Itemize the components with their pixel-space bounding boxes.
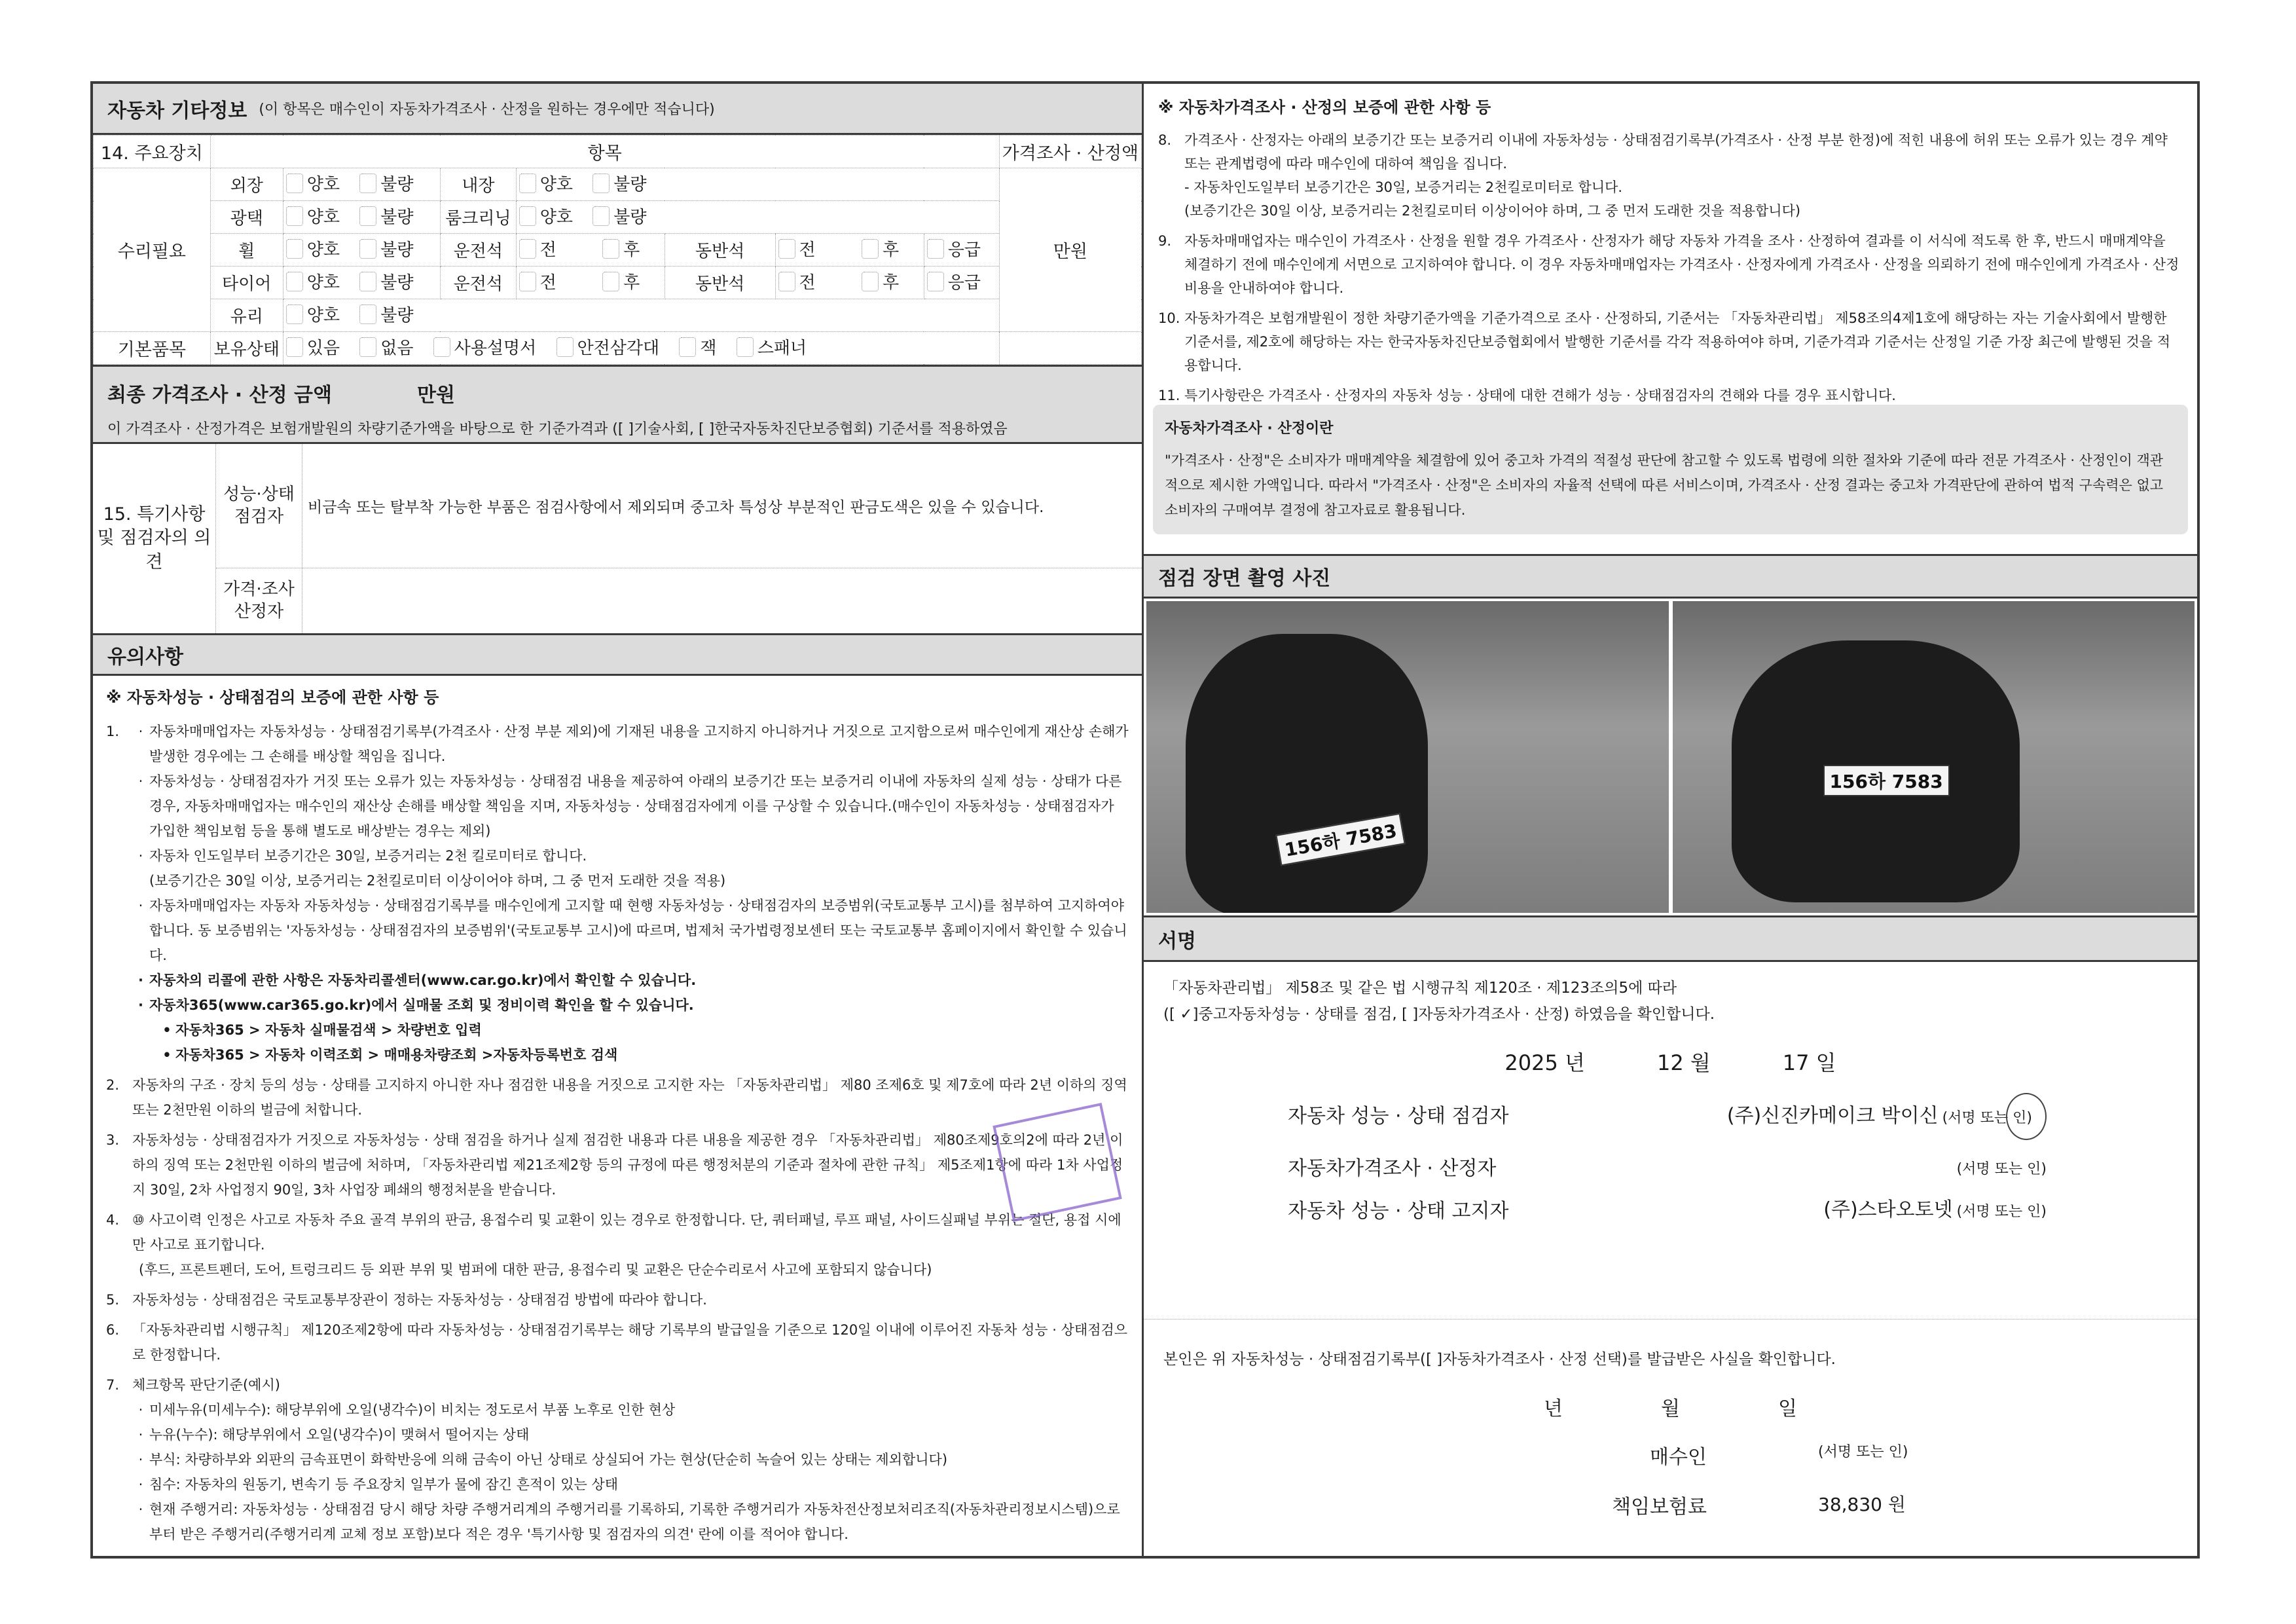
notice-number: 2. <box>106 1077 120 1093</box>
checkbox[interactable] <box>286 304 303 324</box>
sign-year: 2025 년 <box>1504 1050 1585 1076</box>
tire-passenger-label: 동반석 <box>665 267 775 299</box>
col-item: 항목 <box>210 136 999 168</box>
notice-bullet: 자동차매매업자는 자동차 자동차성능 · 상태점검기록부를 매수인에게 고지할 때 현행 자동차성능 · 상태점검자의 보증범위(국토교통부 고시)를 첨부하여 고지하여야 합니다. 동 보증범위는 '자동차성능 · 상태점검자의 보증범위'(국토교통부 고시)에 따르며, 법제처 국가법령정보센터 또는 국토교통부 홈페이지에서 확인할 수 있습니다. <box>149 898 1127 963</box>
price-note-8 <box>1158 128 2183 223</box>
check-mark-icon: ✓ <box>1180 1006 1193 1024</box>
option-label: 양호 <box>306 208 340 228</box>
notice-number: 4. <box>106 1212 120 1228</box>
option-label: 전 <box>539 240 556 261</box>
insurance-label: 책임보험료 <box>1612 1496 1707 1519</box>
note-number: 10. <box>1158 310 1180 326</box>
exterior-options <box>283 168 440 201</box>
option-label: 잭 <box>700 339 717 359</box>
col-price: 가격조사 · 산정액 <box>999 136 1141 168</box>
photos-header <box>1144 554 2197 599</box>
note-number: 8. <box>1158 132 1172 148</box>
appraiser-label: 가격·조사 산정자 <box>216 568 302 633</box>
buyer-date <box>1163 1392 2178 1421</box>
basic-items-label: 기본품목 <box>94 332 211 365</box>
checkbox[interactable] <box>286 272 303 291</box>
wheel-emergency-option <box>924 234 999 267</box>
notifier-name: (주)스타오토넷 <box>1823 1198 1953 1222</box>
appraiser-role: 자동차가격조사 · 산정자 <box>1288 1156 1497 1180</box>
checkbox[interactable] <box>359 174 376 193</box>
checkbox[interactable] <box>778 272 795 291</box>
option-label: 양호 <box>539 175 573 195</box>
option-label: 없음 <box>380 339 414 359</box>
basic-items-options <box>283 332 999 365</box>
insurance-value: 38,830 원 <box>1818 1494 1906 1515</box>
option-label: 불량 <box>380 208 414 228</box>
possession-status-label: 보유상태 <box>210 332 283 365</box>
buyer-label: 매수인 <box>1650 1446 1707 1469</box>
notice-text: 자동차성능 · 상태점검자가 거짓으로 자동차성능 · 상태 점검을 하거나 실제 점검한 내용과 다른 내용을 제공한 경우 「자동차관리법」 제80조제9호의2에 따라 2년 이하의 징역 또는 2천만원 이하의 벌금에 처하며, 「자동차관리법 제21조제2항 등의 규정에 따른 행정처분의 기준과 절차에 관한 규칙」 제5조제1항에 따라 1차 사업정지 30일, 2차 사업정지 90일, 3차 사업장 폐쇄의 행정처분을 받습니다. <box>132 1132 1123 1198</box>
checkbox[interactable] <box>862 272 879 291</box>
note-sub: - 자동차인도일부터 보증기간은 30일, 보증거리는 2천킬로미터로 합니다. <box>1184 179 1623 195</box>
buyer-day: 일 <box>1777 1397 1797 1420</box>
checkbox[interactable] <box>862 239 879 259</box>
final-price-section <box>93 367 1142 444</box>
final-price-unit: 만원 <box>416 384 455 407</box>
option-label: 응급 <box>947 273 981 293</box>
basic-price-cell <box>999 332 1141 365</box>
checkbox[interactable] <box>592 206 610 226</box>
notice-item-4 <box>106 1208 1129 1282</box>
checkbox[interactable] <box>602 272 619 291</box>
checkbox[interactable] <box>359 337 376 357</box>
company-seal-icon <box>2006 1093 2047 1140</box>
signature-title: 서명 <box>1158 929 1196 953</box>
checkbox[interactable] <box>927 272 944 291</box>
option-label: 후 <box>882 273 900 293</box>
checkbox[interactable] <box>359 304 376 324</box>
right-column <box>1144 84 2197 1556</box>
gloss-options <box>283 201 440 234</box>
option-label: 안전삼각대 <box>577 339 660 359</box>
law-basis: 「자동차관리법」 제58조 및 같은 법 시행규칙 제120조 · 제123조의5에 따라 <box>1163 980 1677 997</box>
other-info-header <box>93 84 1142 135</box>
notices-title: 유의사항 <box>107 645 183 669</box>
wheel-driver-label: 운전석 <box>440 234 516 267</box>
checkbox[interactable] <box>778 239 795 259</box>
notice-item-2 <box>106 1073 1129 1122</box>
item-room-cleaning: 룸크리닝 <box>440 201 516 234</box>
car365-notice: 자동차365(www.car365.go.kr)에서 실매물 조회 및 정비이력 확인을 할 수 있습니다. <box>149 997 694 1013</box>
checkbox[interactable] <box>519 206 536 226</box>
rear-photo <box>1673 601 2195 913</box>
notices-heading: ※ 자동차성능 · 상태점검의 보증에 관한 사항 등 <box>106 688 439 707</box>
option-label: 전 <box>539 273 556 293</box>
criteria-bullet: 침수: 자동차의 원동기, 변속기 등 주요장치 일부가 물에 잠긴 흔적이 있는 상태 <box>149 1477 619 1492</box>
notice-text: 자동차의 구조 · 장치 등의 성능 · 상태를 고지하지 아니한 자나 점검한 내용을 거짓으로 고지한 자는 「자동차관리법」 제80 조제6호 및 제7호에 따라 2년 이하의 징역 또는 2천만원 이하의 벌금에 처합니다. <box>132 1077 1127 1118</box>
other-info-title: 자동차 기타정보 <box>107 99 247 122</box>
checkbox[interactable] <box>519 239 536 259</box>
criteria-bullet: 부식: 차량하부와 외판의 금속표면이 화학반응에 의해 금속이 아닌 상태로 상실되어 가는 현상(단순히 녹슬어 있는 상태는 제외합니다) <box>149 1452 948 1467</box>
checkbox[interactable] <box>286 337 303 357</box>
option-label: 불량 <box>380 273 414 293</box>
notice-bullet: 자동차매매업자는 자동차성능 · 상태점검기록부(가격조사 · 산정 부분 제외)에 기재된 내용을 고지하지 아니하거나 거짓으로 고지함으로써 매수인에게 재산상 손해가 발생한 경우에는 그 손해를 배상할 책임을 집니다. <box>149 724 1129 764</box>
inspector-role: 자동차 성능 · 상태 점검자 <box>1288 1105 1509 1128</box>
buyer-sign-row <box>1163 1441 2178 1469</box>
price-warranty-notes <box>1144 84 2197 405</box>
criteria-bullet: 현재 주행거리: 자동차성능 · 상태점검 당시 해당 차량 주행거리계의 주행거리를 기록하되, 기록한 주행거리가 자동차전산정보처리조직(자동차관리정보시스템)으로부터 받은 주행거리(주행거리계 교체 정보 포함)보다 적은 경우 '특기사항 및 점검자의 의견' 란에 이를 적어야 합니다. <box>149 1502 1120 1542</box>
notice-text: 「자동차관리법 시행규칙」 제120조제2항에 따라 자동차성능 · 상태점검기록부는 해당 기록부의 발급일을 기준으로 120일 이내에 이루어진 자동차 성능 · 상태점검으로 한정합니다. <box>132 1322 1128 1363</box>
checkbox[interactable] <box>359 206 376 226</box>
notice-number: 6. <box>106 1322 120 1338</box>
buyer-statement: 본인은 위 자동차성능 · 상태점검기록부([ ]자동차가격조사 · 산정 선택)를 발급받은 사실을 확인합니다. <box>1163 1351 1836 1368</box>
inspection-record-page <box>90 81 2200 1559</box>
car365-path-1: 자동차365 > 자동차 실매물검색 > 차량번호 입력 <box>175 1022 482 1038</box>
col-major-device: 14. 주요장치 <box>94 136 211 168</box>
option-label: 양호 <box>306 240 340 261</box>
check-criteria-title: 체크항목 판단기준(예시) <box>132 1377 280 1393</box>
note-text: 자동차가격은 보험개발원이 정한 차량기준가액을 기준가격으로 조사 · 산정하되, 기준서는 「자동차관리법」 제58조의4제1호에 해당하는 자는 기술사회에서 발행한 기준서를, 제2호에 해당하는 자는 한국자동차진단보증협회에서 발행한 기준서를 각각 적용하여야 하며, 기준가격과 기준서는 산정일 기준 가장 최근에 발행된 것을 적용합니다. <box>1184 310 2171 373</box>
photos-title: 점검 장면 촬영 사진 <box>1158 567 1331 591</box>
checkbox[interactable] <box>927 239 944 259</box>
other-info-subtitle: (이 항목은 매수인이 자동차가격조사 · 산정을 원하는 경우에만 적습니다) <box>259 101 715 118</box>
front-license-plate: 156하 7583 <box>1275 813 1406 866</box>
criteria-bullet: 미세누유(미세누수): 해당부위에 오일(냉각수)이 비치는 정도로서 부품 노후로 인한 현상 <box>149 1402 676 1418</box>
option-label: 사용설명서 <box>454 339 537 359</box>
final-price-title: 최종 가격조사 · 산정 금액 <box>107 384 332 407</box>
notice-number: 3. <box>106 1132 120 1148</box>
wheel-options <box>283 234 440 267</box>
final-price-note: 이 가격조사 · 산정가격은 보험개발원의 차량기준가액을 바탕으로 한 기준가격과 ([ ]기술사회, [ ]한국자동차진단보증협회) 기준서를 적용하였음 <box>107 421 1008 437</box>
inspector-opinion-row <box>216 444 1142 568</box>
checkbox[interactable] <box>359 272 376 291</box>
note-text: 가격조사 · 산정자는 아래의 보증기간 또는 보증거리 이내에 자동차성능 · 상태점검기록부(가격조사 · 산정 부분 한정)에 적힌 내용에 허위 또는 오류가 있는 경우 계약 또는 관계법령에 따라 매수인에 대하여 책임을 집니다. <box>1184 132 2168 172</box>
checkbox[interactable] <box>602 239 619 259</box>
checkbox[interactable] <box>737 337 754 357</box>
notice-item-7: 7. 체크항목 판단기준(예시) · 미세누유(미세누수): 해당부위에 오일(냉각수)이 비치는 정도로서 부품 노후로 인한 현상 · 누유(누수): 해당부위에서 오일(냉각수)이 맺혀서 떨어지는 상태 · 부식: 차량하부와 외판의 금속표면이 화학반응에 의해 금속이 아닌 상태로 상실되어 가는 현상(단순히 녹슬어 있는 상태는 제외합니다) · 침수: 자동차의 원동기, 변속기 등 주요장치 일부가 물에 잠긴 흔적이 있는 상태 · 현재 주행거리: 자동차성능 · 상태점검 당시 해당 차량 주행거리계의 주행거리를 기록하되, 기록한 주행거리가 자동차전산정보처리조직(자동차관리정보시스템)으로부터 받은 주행거리(주행거리계 교체 정보 포함)보다 적은 경우 '특기사항 및 점검자의 의견' 란에 이를 적어야 합니다. <box>106 1373 1129 1547</box>
repair-needed-label: 수리필요 <box>94 168 211 332</box>
note-text: 자동차매매업자는 매수인이 가격조사 · 산정을 원할 경우 가격조사 · 산정자가 해당 자동차 가격을 조사 · 산정하여 결과를 이 서식에 적도록 한 후, 반드시 매매계약을 체결하기 전에 매수인에게 서면으로 고지하여야 합니다. 이 경우 자동차매매업자는 가격조사 · 산정자에게 가격조사 · 산정을 의뢰하기 전에 매수인에게 가격조사 · 산정 비용을 안내하여야 합니다. <box>1184 233 2179 296</box>
special-remarks-section <box>93 444 1142 635</box>
appraiser-opinion <box>302 568 1142 633</box>
criteria-bullet: 누유(누수): 해당부위에서 오일(냉각수)이 맺혀서 떨어지는 상태 <box>149 1427 530 1443</box>
sign-day: 17 일 <box>1782 1050 1836 1076</box>
car365-path-2: 자동차365 > 자동차 이력조회 > 매매용차량조회 >자동차등록번호 검색 <box>175 1047 618 1063</box>
front-photo <box>1146 601 1669 913</box>
note-number: 9. <box>1158 233 1172 249</box>
inspection-photos <box>1144 599 2197 917</box>
signature-section <box>1144 962 2197 1320</box>
notice-note: (후드, 프론트펜더, 도어, 트렁크리드 등 외판 부위 및 범퍼에 대한 판금, 용접수리 및 교환은 단순수리로서 사고에 포함되지 않습니다) <box>139 1262 932 1278</box>
checkbox[interactable] <box>592 174 610 193</box>
special-remarks-label: 15. 특기사항 및 점검자의 의견 <box>93 444 216 633</box>
checkbox[interactable] <box>519 272 536 291</box>
note-text: 특기사항란은 가격조사 · 산정자의 자동차 성능 · 상태에 대한 견해가 성능 · 상태점검자의 견해와 다를 경우 표시합니다. <box>1184 388 1896 403</box>
checkbox[interactable] <box>519 174 536 193</box>
note-sub: (보증기간은 30일 이상, 보증거리는 2천킬로미터 이상이어야 하며, 그 중 먼저 도래한 것을 적용합니다) <box>1184 203 1801 219</box>
inspector-row <box>1163 1093 2178 1140</box>
wheel-passenger-options <box>775 234 924 267</box>
notice-text: ⑩ 사고이력 인정은 사고로 자동차 주요 골격 부위의 판금, 용접수리 및 교환이 있는 경우로 한정합니다. 단, 쿼터패널, 루프 패널, 사이드실패널 부위는 절단, 용접 시에만 사고로 표기합니다. <box>132 1212 1121 1253</box>
tire-options <box>283 267 440 299</box>
option-label: 응급 <box>947 240 981 261</box>
appraiser-opinion-row <box>216 568 1142 633</box>
notice-number: 5. <box>106 1292 120 1308</box>
glass-options <box>283 299 999 332</box>
tire-passenger-options <box>775 267 924 299</box>
price-notes-heading: ※ 자동차가격조사 · 산정의 보증에 관한 사항 등 <box>1158 98 1491 117</box>
checkbox[interactable] <box>679 337 696 357</box>
sign-date <box>1163 1050 2178 1076</box>
appraiser-row <box>1163 1154 2178 1183</box>
option-label: 불량 <box>613 208 647 228</box>
option-label: 전 <box>799 240 816 261</box>
left-column <box>93 84 1144 1556</box>
option-label: 불량 <box>380 240 414 261</box>
option-label: 양호 <box>306 306 340 326</box>
option-label: 양호 <box>306 175 340 195</box>
definition-text: "가격조사 · 산정"은 소비자가 매매계약을 체결함에 있어 중고차 가격의 적절성 판단에 참고할 수 있도록 법령에 의한 절차와 기준에 따라 전문 가격조사 · 산정인이 객관적으로 제시한 가액입니다. 따라서 "가격조사 · 산정"은 소비자의 자율적 선택에 따른 서비스이며, 가격조사 · 산정 결과는 중고차 가격판단에 관하여 법적 구속력은 없고 소비자의 구매여부 결정에 참고자료로 활용됩니다. <box>1165 452 2164 518</box>
notices-header <box>93 635 1142 676</box>
checkbox[interactable] <box>556 337 574 357</box>
notice-text: 자동차성능 · 상태점검은 국토교통부장관이 정하는 자동차성능 · 상태점검 방법에 따라야 합니다. <box>132 1292 707 1308</box>
option-label: 후 <box>882 240 900 261</box>
option-label: 후 <box>623 240 640 261</box>
car-front-shape <box>1186 634 1428 913</box>
wheel-passenger-label: 동반석 <box>665 234 775 267</box>
price-note-9 <box>1158 229 2183 300</box>
equipment-table-section <box>93 135 1142 367</box>
checkbox[interactable] <box>286 206 303 226</box>
notice-item-3 <box>106 1128 1129 1202</box>
buyer-month: 월 <box>1661 1397 1680 1420</box>
inspector-opinion: 비금속 또는 탈부착 가능한 부품은 점검사항에서 제외되며 중고차 특성상 부분적인 판금도색은 있을 수 있습니다. <box>308 499 1044 516</box>
tire-driver-label: 운전석 <box>440 267 516 299</box>
item-wheel: 휠 <box>210 234 283 267</box>
notices-body <box>93 676 1142 1556</box>
appraiser-sig: (서명 또는 인) <box>1956 1161 2047 1178</box>
price-note-11 <box>1158 384 2183 407</box>
price-note-10 <box>1158 306 2183 377</box>
insurance-row <box>1163 1490 2178 1519</box>
notice-bullet: 자동차성능 · 상태점검자가 거짓 또는 오류가 있는 자동차성능 · 상태점검 내용을 제공하여 아래의 보증기간 또는 보증거리 이내에 자동차의 실제 성능 · 상태가 다른 경우, 자동차매매업자는 매수인의 재산상 손해를 배상할 책임을 지며, 자동차성능 · 상태점검자에게 이를 구상할 수 있습니다.(매수인이 자동차성능 · 상태점검자가 가입한 책임보험 등을 통해 별도로 배상받는 경우는 제외) <box>149 773 1122 839</box>
signature-header <box>1144 917 2197 962</box>
tire-driver-options <box>516 267 665 299</box>
option-label: 양호 <box>306 273 340 293</box>
option-label: 후 <box>623 273 640 293</box>
notice-item-6 <box>106 1318 1129 1367</box>
option-label: 전 <box>799 273 816 293</box>
note-number: 11. <box>1158 388 1180 403</box>
notice-item-5 <box>106 1287 1129 1312</box>
notice-number: 7. <box>106 1377 120 1393</box>
definition-title: 자동차가격조사 · 산정이란 <box>1165 420 1334 437</box>
option-label: 양호 <box>539 208 573 228</box>
inspector-sig: (서명 또는 인) <box>1942 1109 2032 1126</box>
interior-options <box>516 168 999 201</box>
buyer-sig: (서명 또는 인) <box>1818 1444 1908 1460</box>
definition-box <box>1153 405 2188 534</box>
option-label: 불량 <box>380 175 414 195</box>
price-unit: 만원 <box>999 168 1141 332</box>
sign-month: 12 월 <box>1656 1050 1711 1076</box>
checkbox[interactable] <box>286 174 303 193</box>
option-label: 스패너 <box>757 339 807 359</box>
confirm-text: ]중고자동차성능 · 상태를 점검, [ ]자동차가격조사 · 산정) 하였음을 확인합니다. <box>1192 1006 1715 1024</box>
checkbox[interactable] <box>433 337 450 357</box>
notifier-row <box>1163 1197 2178 1225</box>
item-exterior: 외장 <box>210 168 283 201</box>
checkbox[interactable] <box>359 239 376 259</box>
equipment-table <box>93 135 1142 365</box>
notice-number: 1. <box>106 724 120 739</box>
tire-emergency-option <box>924 267 999 299</box>
item-tire: 타이어 <box>210 267 283 299</box>
wheel-driver-options <box>516 234 665 267</box>
option-label: 불량 <box>380 306 414 326</box>
option-label: 있음 <box>306 339 340 359</box>
rear-license-plate: 156하 7583 <box>1823 765 1950 796</box>
item-glass: 유리 <box>210 299 283 332</box>
checkbox[interactable] <box>286 239 303 259</box>
buyer-year: 년 <box>1544 1397 1563 1420</box>
buyer-section <box>1144 1320 2197 1556</box>
inspector-label: 성능·상태 점검자 <box>216 444 302 568</box>
notice-item-1: 1. · 자동차매매업자는 자동차성능 · 상태점검기록부(가격조사 · 산정 부분 제외)에 기재된 내용을 고지하지 아니하거나 거짓으로 고지함으로써 매수인에게 재산상 손해가 발생한 경우에는 그 손해를 배상할 책임을 집니다. · 자동차성능 · 상태점검자가 거짓 또는 오류가 있는 자동차성능 · 상태점검 내용을 제공하여 아래의 보증기간 또는 보증거리 이내에 자동차의 실제 성능 · 상태가 다른 경우, 자동차매매업자는 매수인의 재산상 손해를 배상할 책임을 지며, 자동차성능 · 상태점검자에게 이를 구상할 수 있습니다.(매수인이 자동차성능 · 상태점검자가 가입한 책임보험 등을 통해 별도로 배상받는 경우는 제외) · 자동차 인도일부터 보증기간은 30일, 보증거리는 2천 킬로미터로 합니다. (보증기간은 30일 이상, 보증거리는 2천킬로미터 이상이어야 하며, 그 중 먼저 도래한 것을 적용) · 자동차매매업자는 자동차 자동차성능 · 상태점검기록부를 매수인에게 고지할 때 현행 자동차성능 · 상태점검자의 보증범위(국토교통부 고시)를 첨부하여 고지하여야 합니다. 동 보증범위는 '자동차성능 · 상태점검자의 보증범위'(국토교통부 고시)에 따르며, 법제처 국가법령정보센터 또는 국토교통부 홈페이지에서 확인할 수 있습니다. · 자동차의 리콜에 관한 사항은 자동차리콜센터(www.car.go.kr)에서 확인할 수 있습니다. · 자동차365(www.car365.go.kr)에서 실매물 조회 및 정비이력 확인을 할 수 있습니다. • 자동차365 > 자동차 실매물검색 > 차량번호 입력 • 자동차365 > 자동차 이력조회 > 매매용차량조회 >자동차등록번호 검색 <box>106 719 1129 1067</box>
warranty-note: (보증기간은 30일 이상, 보증거리는 2천킬로미터 이상이어야 하며, 그 중 먼저 도래한 것을 적용) <box>149 873 726 889</box>
item-gloss: 광택 <box>210 201 283 234</box>
inspector-name: (주)신진카메이크 박이신 <box>1726 1104 1939 1128</box>
confirm-line: ([ ✓]중고자동차성능 · 상태를 점검, [ ]자동차가격조사 · 산정) 하였음을 확인합니다. <box>1163 1006 1715 1024</box>
notifier-sig: (서명 또는 인) <box>1956 1204 2047 1221</box>
notice-bullet: 자동차 인도일부터 보증기간은 30일, 보증거리는 2천 킬로미터로 합니다. <box>149 848 587 864</box>
option-label: 불량 <box>613 175 647 195</box>
room-cleaning-options <box>516 201 999 234</box>
notifier-role: 자동차 성능 · 상태 고지자 <box>1288 1199 1509 1223</box>
item-interior: 내장 <box>440 168 516 201</box>
recall-center-notice: 자동차의 리콜에 관한 사항은 자동차리콜센터(www.car.go.kr)에서 확인할 수 있습니다. <box>149 972 697 988</box>
